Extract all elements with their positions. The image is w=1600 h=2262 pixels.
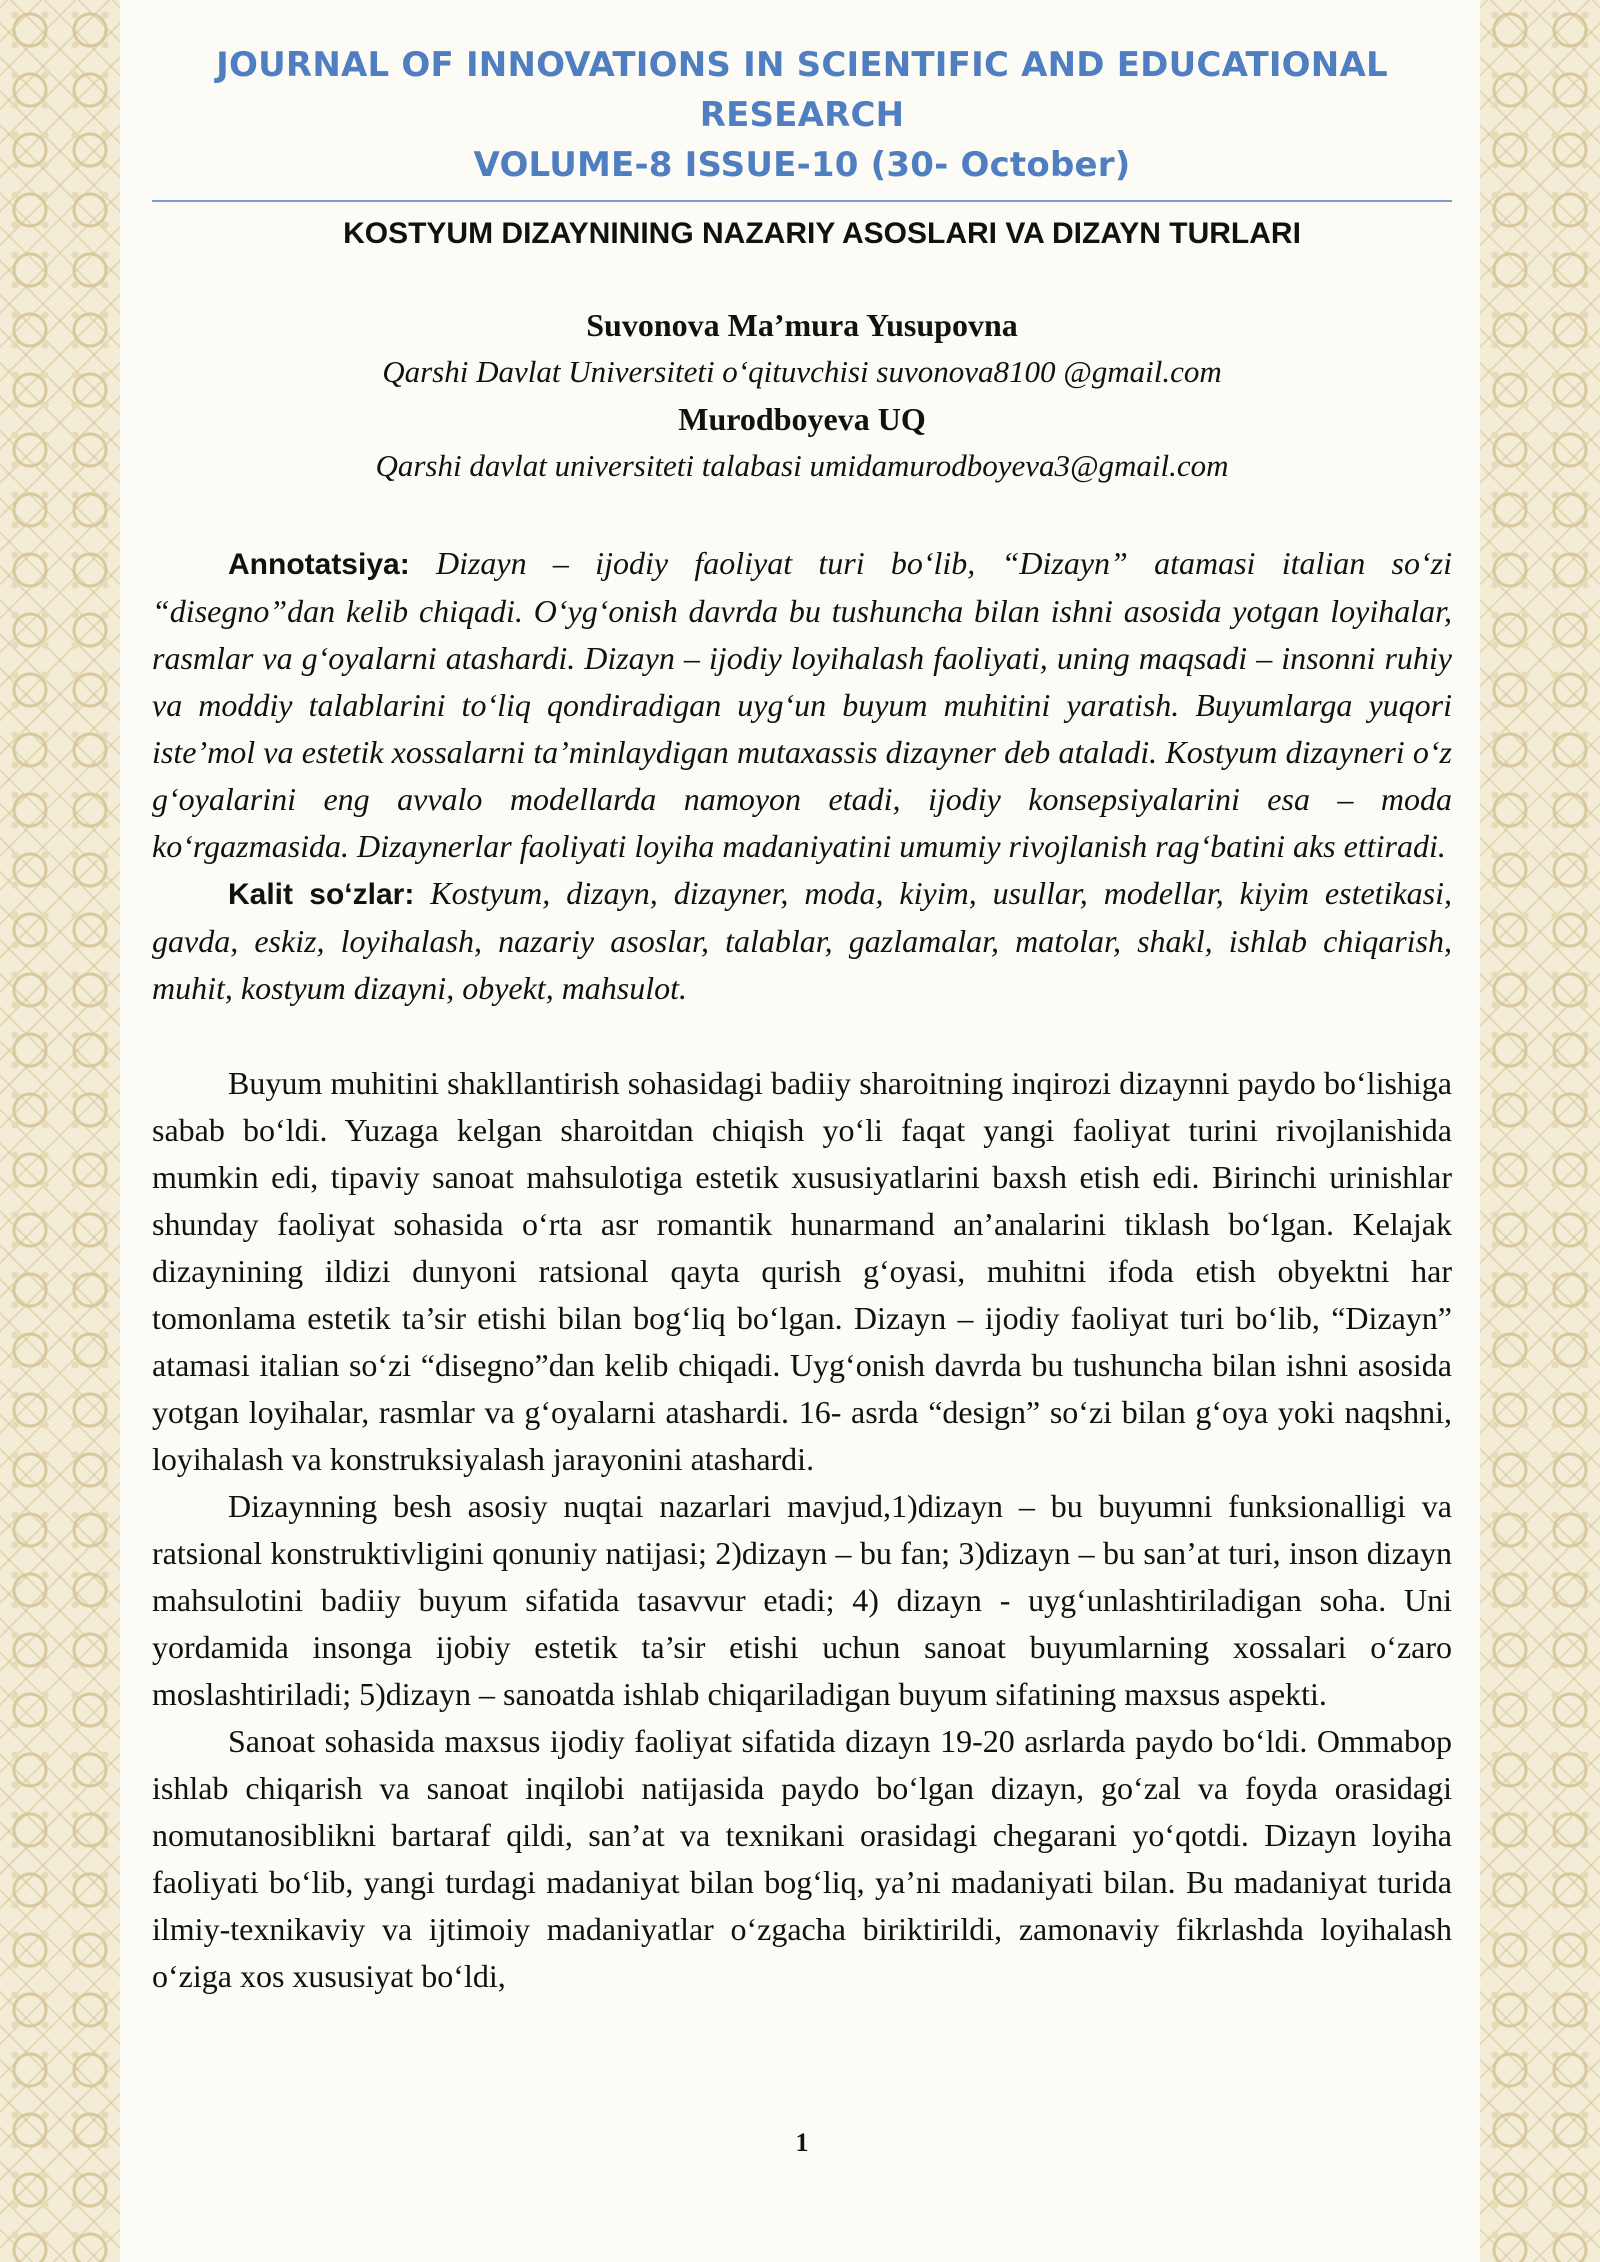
page-number: 1 [795,2128,809,2157]
decorative-border-right [1480,0,1600,2262]
body-paragraph: Sanoat sohasida maxsus ijodiy faoliyat sifatida dizayn 19-20 asrlarda paydo bo‘ldi. Ommabop ishlab chiqarish va sanoat inqilobi natijasida paydo bo‘lgan dizayn, go‘zal va foyda orasidagi nomutanosiblikni bartaraf qildi, san’at va texnikani orasidagi chegarani yo‘qotdi. Dizayn loyiha faoliyati bo‘lib, yangi turdagi madaniyat bilan bog‘liq, ya’ni madaniyati bilan. Bu madaniyat turida ilmiy-texnikaviy va ijtimoiy madaniyatlar o‘zgacha biriktirildi, zamonaviy fikrlashda loyihalash o‘ziga xos xususiyat bo‘ldi, [152,1723,1452,1994]
paper-title: KOSTYUM DIZAYNINING NAZARIY ASOSLARI VA DIZAYN TURLARI [343,217,1301,250]
page [152,0,1453,2157]
abstract [152,540,1452,870]
abstract-text: Dizayn – ijodiy faoliyat turi bo‘lib, “Dizayn” atamasi italian so‘zi “disegno”dan kelib chiqadi. O‘yg‘onish davrda bu tushuncha bilan ishni asosida yotgan loyihalar, rasmlar va g‘oyalarni atashardi. Dizayn – ijodiy loyihalash faoliyati, uning maqsadi – insonni ruhiy va moddiy talablarini to‘liq qondiradigan uyg‘un buyum muhitini yaratish. Buyumlarga yuqori iste’mol va estetik xossalarni ta’minlaydigan mutaxassis dizayner deb ataladi. Kostyum dizayneri o‘z g‘oyalarini eng avvalo modellarda namoyon etadi, ijodiy konsepsiyalarini esa – moda ko‘rgazmasida. Dizaynerlar faoliyati loyiha madaniyatini umumiy rivojlanish rag‘batini aks ettiradi. [152,545,1453,864]
journal-header [152,40,1452,190]
author-affiliation: Qarshi davlat universiteti talabasi umidamurodboyeva3@gmail.com [375,448,1229,483]
decorative-border-left [0,0,120,2262]
abstract-label: Annotatsiya: [228,548,410,581]
author-affiliation: Qarshi Davlat Universiteti o‘qituvchisi suvonova8100 @gmail.com [382,354,1222,389]
body-paragraph: Buyum muhitini shakllantirish sohasidagi badiiy sharoitning inqirozi dizaynni paydo bo‘lishiga sabab bo‘ldi. Yuzaga kelgan sharoitdan chiqish yo‘li faqat yangi faoliyat turini rivojlanishida mumkin edi, tipaviy sanoat mahsulotiga estetik xususiyatlarini baxsh etish edi. Birinchi urinishlar shunday faoliyat sohasida o‘rta asr romantik hunarmand an’analarini tiklash bo‘lgan. Kelajak dizaynining ildizi dunyoni ratsional qayta qurish g‘oyasi, muhitni ifoda etish obyektni har tomonlama estetik ta’sir etishi bilan bog‘liq bo‘lgan. Dizayn – ijodiy faoliyat turi bo‘lib, “Dizayn” atamasi italian so‘zi “disegno”dan kelib chiqadi. Uyg‘onish davrda bu tushuncha bilan ishni asosida yotgan loyihalar, rasmlar va g‘oyalarni atashardi. 16- asrda “design” so‘zi bilan g‘oya yoki naqshni, loyihalash va konstruksiyalash jarayonini atashardi. [152,1065,1452,1477]
body-paragraph: Dizaynning besh asosiy nuqtai nazarlari mavjud,1)dizayn – bu buyumni funksionalligi va ratsional konstruktivligini qonuniy natijasi; 2)dizayn – bu fan; 3)dizayn – bu san’at turi, inson dizayn mahsulotini badiiy buyum sifatida tasavvur etadi; 4) dizayn - uyg‘unlashtiriladigan soha. Uni yordamida insonga ijobiy estetik ta’sir etishi uchun sanoat buyumlarning xossalari o‘zaro moslashtiriladi; 5)dizayn – sanoatda ishlab chiqariladigan buyum sifatining maxsus aspekti. [152,1488,1452,1712]
keywords-text: Kostyum, dizayn, dizayner, moda, kiyim, usullar, modellar, kiyim estetikasi, gavda, eskiz, loyihalash, nazariy asoslar, talablar, gazlamalar, matolar, shakl, ishlab chiqarish, muhit, kostyum dizayni, obyekt, mahsulot. [152,875,1453,1006]
keywords [152,870,1452,1012]
keywords-label: Kalit so‘zlar: [228,878,415,911]
journal-title: JOURNAL OF INNOVATIONS IN SCIENTIFIC AND EDUCATIONAL RESEARCH [216,45,1388,135]
journal-volume: VOLUME-8 ISSUE-10 (30- October) [473,145,1131,185]
header-rule [152,200,1452,202]
author-name: Suvonova Ma’mura Yusupovna [586,307,1018,343]
author-name: Murodboyeva UQ [678,401,926,437]
